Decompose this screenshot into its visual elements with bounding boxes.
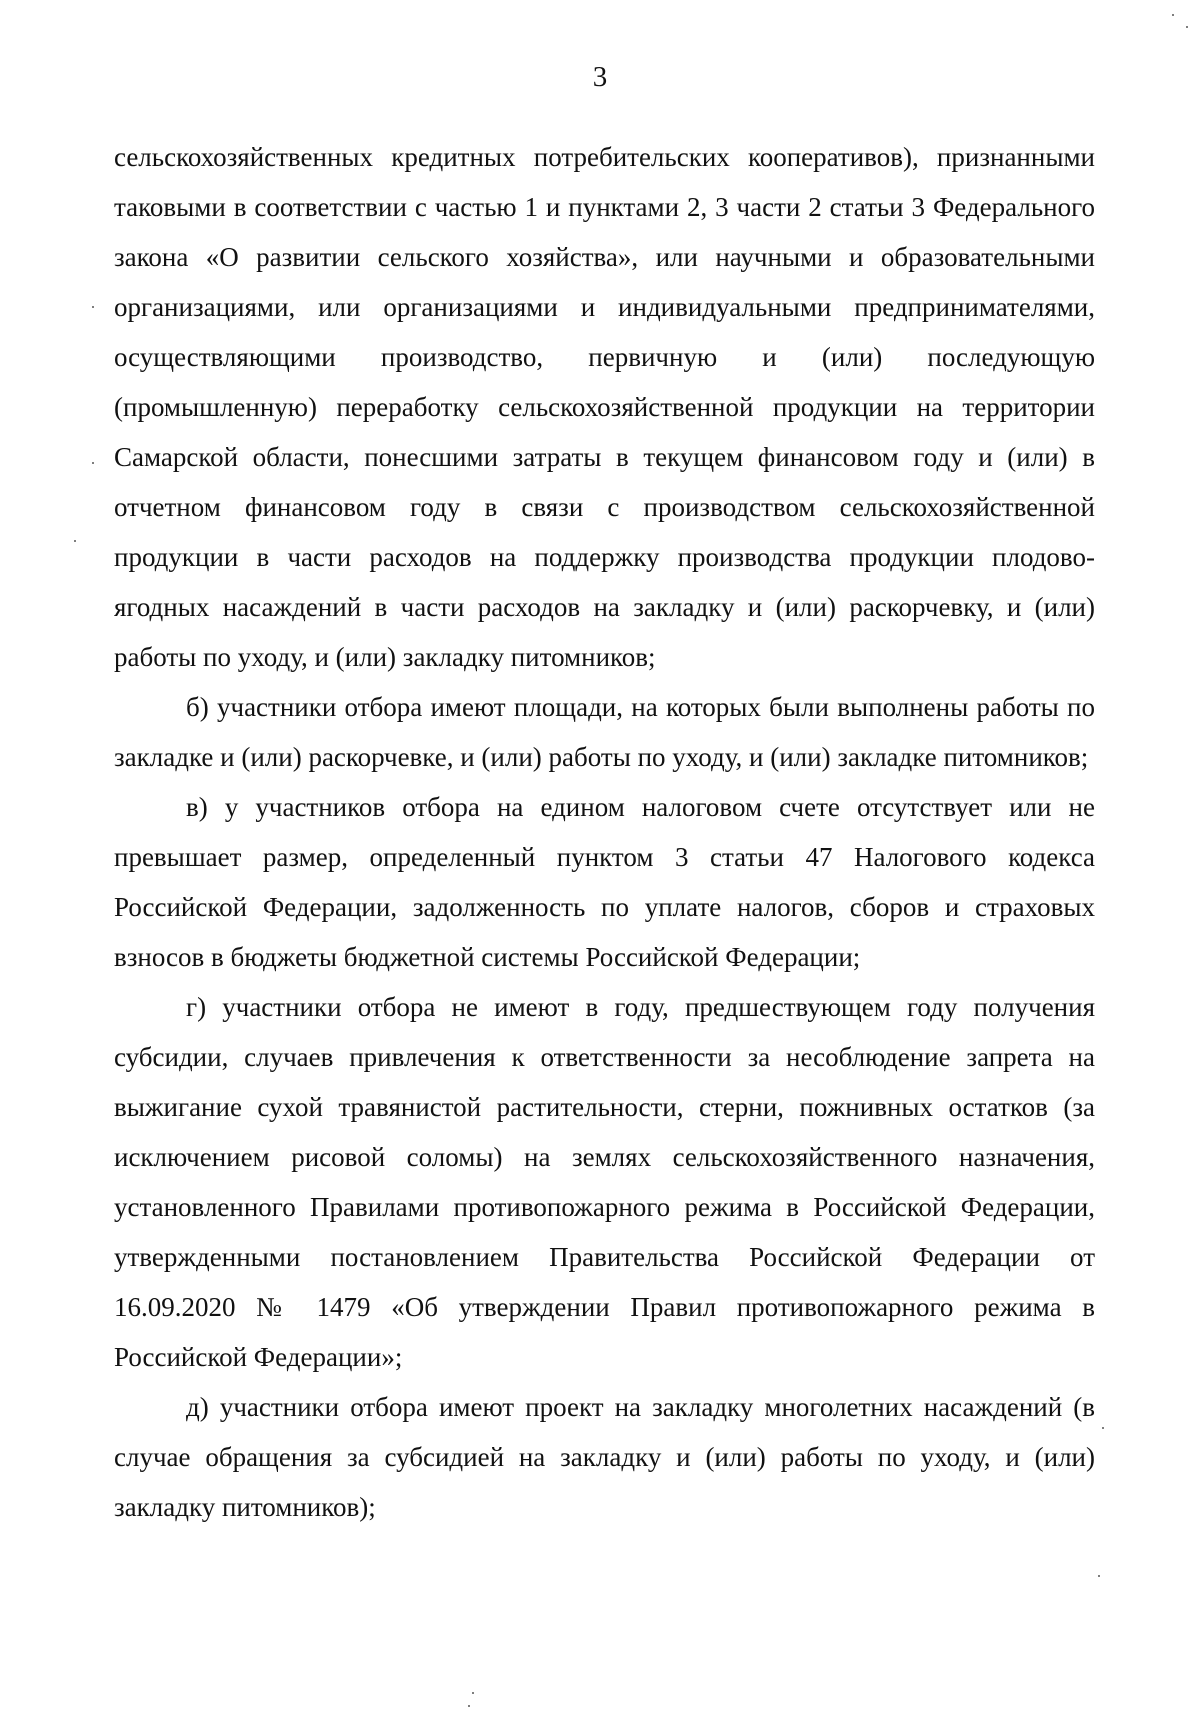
scan-speck: [92, 462, 94, 464]
scan-speck: [1102, 1427, 1104, 1429]
scan-speck: [92, 306, 94, 308]
paragraph-item-g: г) участники отбора не имеют в году, предшествующем году получения субсидии, случаев привлечения к ответственности за несоблюдение запрета на выжигание сухой травянистой растительности, стерни, пожнивных остатков (за исключением рисовой соломы) на землях сельскохозяйственного назначения, установленного Правилами противопожарного режима в Российской Федерации, утвержденными постановлением Правительства Российской Федерации от 16.09.2020 № 1479 «Об утверждении Правил противопожарного режима в Российской Федерации»;: [114, 992, 1095, 1372]
paragraph-item-b: б) участники отбора имеют площади, на которых были выполнены работы по закладке и (или) раскорчевке, и (или) работы по уходу, и (или) закладке питомников;: [114, 692, 1095, 772]
scan-speck: [74, 540, 76, 542]
scan-speck: [468, 1705, 470, 1707]
page-number: 3: [592, 61, 608, 93]
scan-speck: [1098, 1575, 1100, 1577]
scan-speck: [1186, 26, 1188, 28]
scan-speck: [472, 1692, 474, 1694]
scan-speck: [1172, 14, 1174, 16]
paragraph-item-v: в) у участников отбора на едином налоговом счете отсутствует или не превышает размер, определенный пунктом 3 статьи 47 Налогового кодекса Российской Федерации, задолженность по уплате налогов, сборов и страховых взносов в бюджеты бюджетной системы Российской Федерации;: [114, 792, 1095, 972]
paragraph-continuation: сельскохозяйственных кредитных потребительских кооперативов), признанными таковыми в соответствии с частью 1 и пунктами 2, 3 части 2 статьи 3 Федерального закона «О развитии сельского хозяйства», или научными и образовательными организациями, или организациями и индивидуальными предпринимателями, осуществляющими производство, первичную и (или) последующую (промышленную) переработку сельскохозяйственной продукции на территории Самарской области, понесшими затраты в текущем финансовом году и (или) в отчетном финансовом году в связи с производством сельскохозяйственной продукции в части расходов на поддержку производства продукции плодово-ягодных насаждений в части расходов на закладку и (или) раскорчевку, и (или) работы по уходу, и (или) закладку питомников;: [114, 142, 1095, 672]
paragraph-item-d: д) участники отбора имеют проект на закладку многолетних насаждений (в случае обращения за субсидией на закладку и (или) работы по уходу, и (или) закладку питомников);: [114, 1392, 1095, 1522]
document-body: [114, 132, 1095, 1532]
